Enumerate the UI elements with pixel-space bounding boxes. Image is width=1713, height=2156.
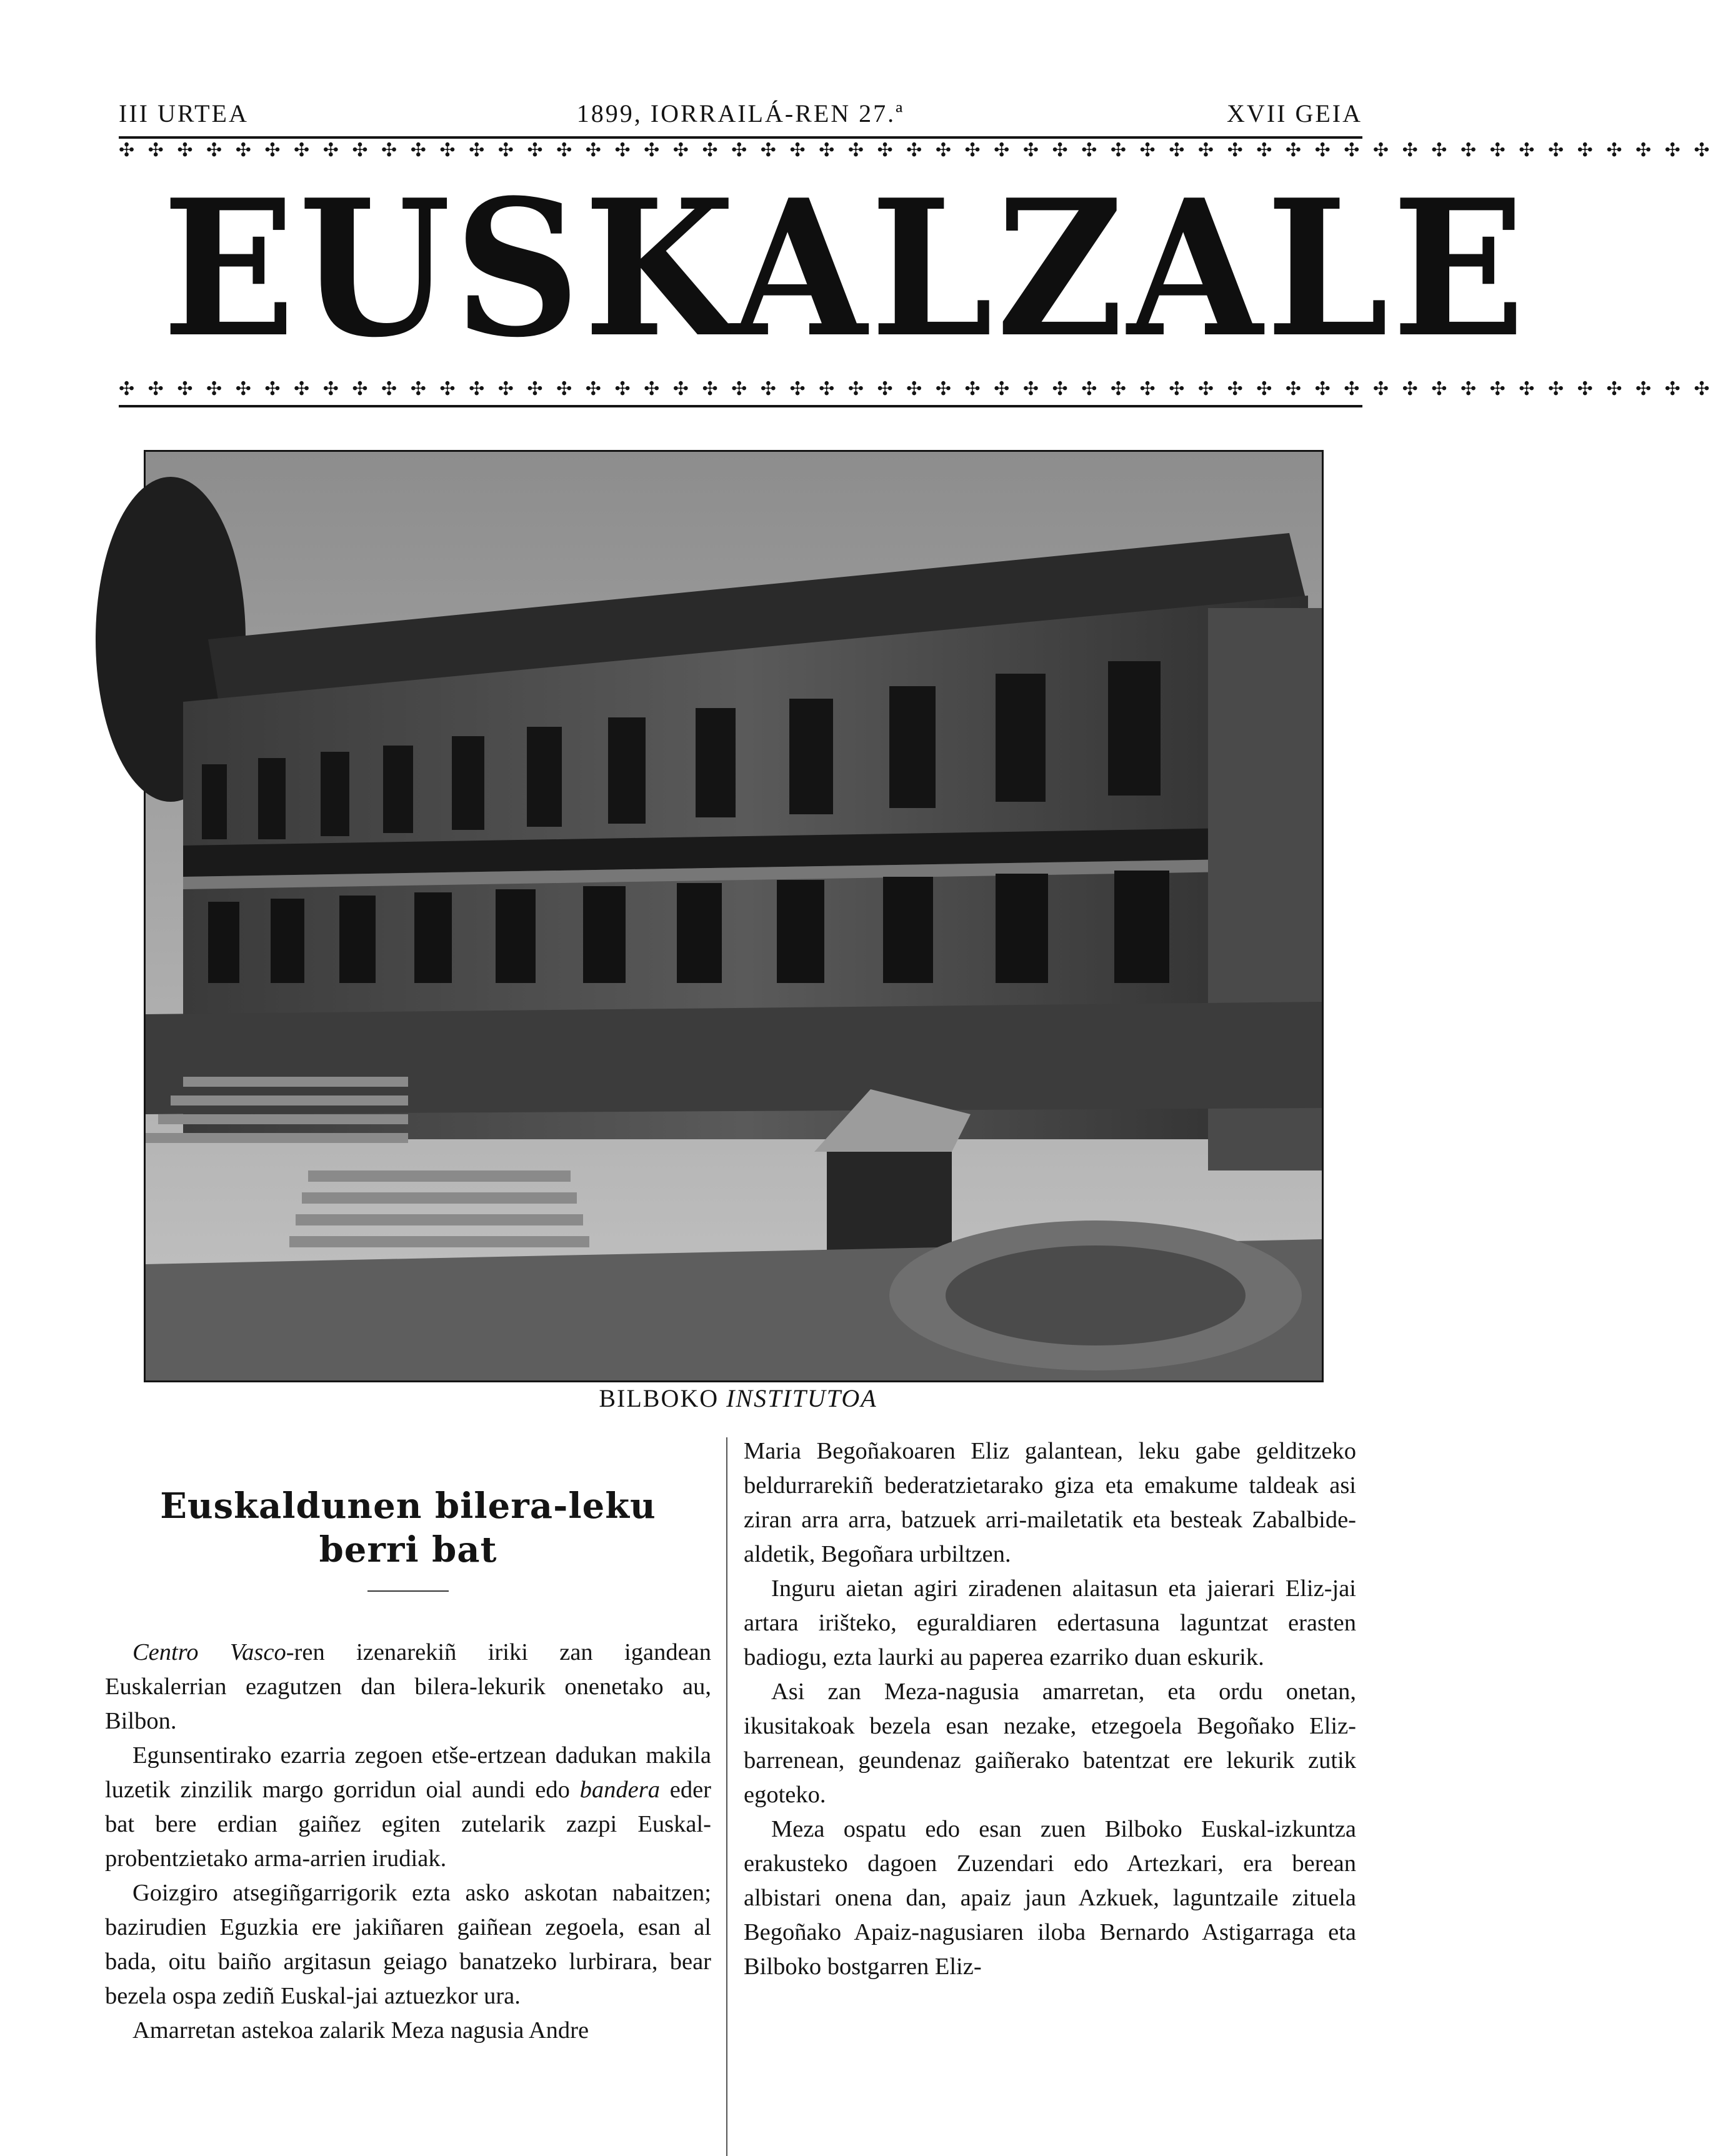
- heading-rule: [367, 1590, 449, 1592]
- article-heading: Euskaldunen bilera-leku berri bat: [160, 1485, 656, 1570]
- column-divider: [726, 1437, 727, 2156]
- volume-label: III URTEA: [119, 99, 249, 127]
- title-rule: [119, 405, 1362, 407]
- paragraph-6: Inguru aietan agiri ziradenen alaitasun eta jaierari Eliz-jai artara irišteko, eguraldiaren edertasuna laguntzat erasten badiogu, ezta laurki au paperea ezarriko duan eskurik.: [744, 1575, 1356, 1670]
- building-illustration: [146, 452, 1322, 1380]
- ornament-border-bottom: ✣ ✣ ✣ ✣ ✣ ✣ ✣ ✣ ✣ ✣ ✣ ✣ ✣ ✣ ✣ ✣ ✣ ✣ ✣ ✣ ✣ ✣ ✣ ✣ ✣ ✣ ✣ ✣ ✣ ✣ ✣ ✣ ✣ ✣ ✣ ✣ ✣ ✣ ✣ ✣ ✣ ✣ ✣ ✣ ✣ ✣ ✣ ✣ ✣ ✣ ✣ ✣ ✣ ✣ ✣: [119, 378, 1713, 400]
- issue-date: 1899, IORRAILÁ-REN 27.ª: [576, 99, 905, 127]
- newspaper-title: EUSKALZALE: [162, 158, 1529, 379]
- issue-number: XVII GEIA: [1227, 99, 1362, 127]
- p2-text-a: Egunsentirako ezarria zegoen etše-ertzean dadukan makila luzetik zinzilik margo gorridun oial aundi edo: [105, 1742, 711, 1803]
- paragraph-2: [105, 1739, 711, 1876]
- photo-caption: [0, 1384, 1476, 1413]
- paragraph-3: Goizgiro atsegiñgarrigorik ezta asko askotan nabaitzen; bazirudien Eguzkia ere jakiñaren gaiñean zegoela, esan al bada, oitu baiño argitasun geiago banatzeko lurbirara, bear bezela ospa zediñ Euskal-jai aztuezkor ura.: [105, 1880, 711, 2009]
- p2-text-b: eder bat bere erdian gaiñez egiten zutelarik zazpi Euskal-probentzietako arma-arrien irudiak.: [105, 1777, 711, 1872]
- paragraph-4: Amarretan astekoa zalarik Meza nagusia Andre: [132, 2017, 589, 2044]
- p1-text: -ren izenarekiñ iriki zan igandean Euskalerrian ezagutzen dan bilera-lekurik onenetako au, Bilbon.: [105, 1639, 711, 1734]
- caption-italic: INSTITUTOA: [726, 1384, 877, 1412]
- institute-photograph: [144, 450, 1324, 1382]
- paragraph-5: Maria Begoñakoaren Eliz galantean, leku gabe gelditzeko beldurrarekiñ bederatzietarako giza eta emakume taldeak asi ziran arra arra, batzuek arri-mailetatik eta besteak Zabalbide-aldetik, Begoñara urbiltzen.: [744, 1438, 1356, 1567]
- caption-roman: BILBOKO: [599, 1384, 719, 1412]
- paragraph-8: Meza ospatu edo esan zuen Bilboko Euskal-izkuntza erakusteko dagoen Zuzendari edo Artezkari, era berean albistari onena dan, apaiz jaun Azkuek, laguntzaile zituela Begoñako Apaiz-nagusiaren iloba Bernardo Astigarraga eta Bilboko bostgarren Eliz-: [744, 1816, 1356, 1980]
- masthead: [119, 99, 1362, 136]
- p1-italic-b: Vasco: [229, 1639, 286, 1665]
- paragraph-7: Asi zan Meza-nagusia amarretan, eta ordu onetan, ikusitakoak bezela esan nezake, etzegoela Begoñako Eliz-barrenean, geundenaz gaiñerako batentzat ere lekurik zutik egoteko.: [744, 1679, 1356, 1808]
- paragraph-1: [105, 1635, 711, 1739]
- ornament-border-top: ✣ ✣ ✣ ✣ ✣ ✣ ✣ ✣ ✣ ✣ ✣ ✣ ✣ ✣ ✣ ✣ ✣ ✣ ✣ ✣ ✣ ✣ ✣ ✣ ✣ ✣ ✣ ✣ ✣ ✣ ✣ ✣ ✣ ✣ ✣ ✣ ✣ ✣ ✣ ✣ ✣ ✣ ✣ ✣ ✣ ✣ ✣ ✣ ✣ ✣ ✣ ✣ ✣ ✣ ✣: [119, 139, 1713, 161]
- left-column: [105, 1434, 711, 2048]
- p2-italic: bandera: [579, 1777, 660, 1803]
- p1-italic-a: Centro: [132, 1639, 199, 1665]
- masthead-rule: [119, 136, 1362, 139]
- right-column: [744, 1434, 1356, 1984]
